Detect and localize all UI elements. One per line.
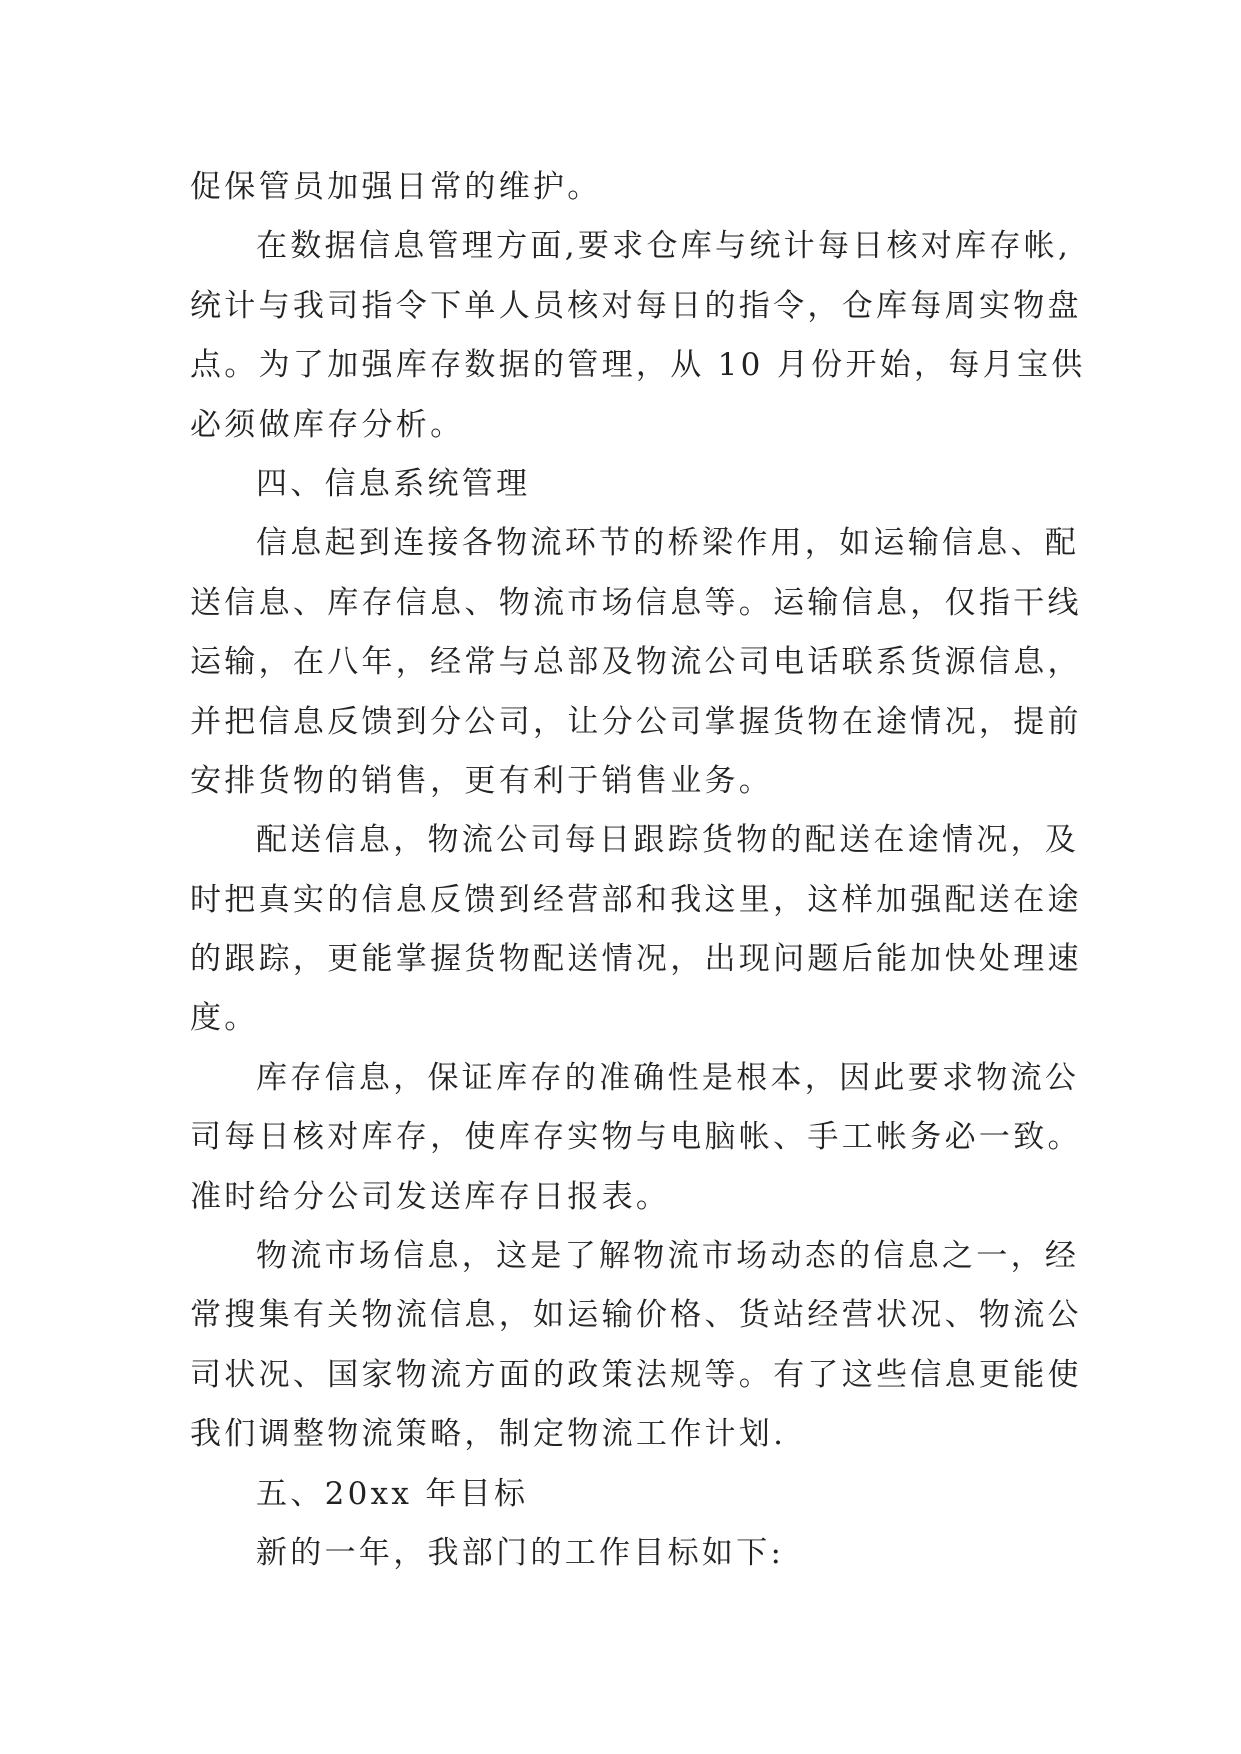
text-line: 安排货物的销售，更有利于销售业务。 <box>190 762 774 799</box>
text-line: 度。 <box>190 1000 259 1037</box>
text-line: 常搜集有关物流信息，如运输价格、货站经营状况、物流公 <box>190 1297 1082 1334</box>
text-line: 新的一年，我部门的工作目标如下: <box>256 1534 785 1571</box>
text-line: 统计与我司指令下单人员核对每日的指令，仓库每周实物盘 <box>190 287 1082 324</box>
text-line: 送信息、库存信息、物流市场信息等。运输信息，仅指干线 <box>190 584 1082 621</box>
text-line: 的跟踪，更能掌握货物配送情况，出现问题后能加快处理速 <box>190 941 1082 978</box>
text-line: 并把信息反馈到分公司，让分公司掌握货物在途情况，提前 <box>190 703 1082 740</box>
text-line: 信息起到连接各物流环节的桥梁作用，如运输信息、配 <box>256 525 1080 562</box>
text-line: 点。为了加强库存数据的管理，从 10 月份开始，每月宝供 <box>190 347 1086 384</box>
text-line: 在数据信息管理方面,要求仓库与统计每日核对库存帐, <box>256 228 1072 265</box>
document-body <box>190 158 1086 1583</box>
text-line: 时把真实的信息反馈到经营部和我这里，这样加强配送在途 <box>190 881 1082 918</box>
text-line: 我们调整物流策略，制定物流工作计划. <box>190 1416 787 1453</box>
text-line: 库存信息，保证库存的准确性是根本，因此要求物流公 <box>256 1059 1080 1096</box>
section-heading: 四、信息系统管理 <box>256 465 531 502</box>
text-line: 司状况、国家物流方面的政策法规等。有了这些信息更能使 <box>190 1356 1082 1393</box>
section-heading: 五、20xx 年目标 <box>256 1475 529 1512</box>
text-line: 司每日核对库存，使库存实物与电脑帐、手工帐务必一致。 <box>190 1119 1082 1156</box>
text-line: 运输，在八年，经常与总部及物流公司电话联系货源信息， <box>190 644 1082 681</box>
text-line: 促保管员加强日常的维护。 <box>190 169 602 205</box>
text-line: 准时给分公司发送库存日报表。 <box>190 1178 671 1215</box>
text-line: 必须做库存分析。 <box>190 406 465 443</box>
text-line: 物流市场信息，这是了解物流市场动态的信息之一，经 <box>256 1238 1080 1275</box>
text-line: 配送信息，物流公司每日跟踪货物的配送在途情况，及 <box>256 822 1080 859</box>
